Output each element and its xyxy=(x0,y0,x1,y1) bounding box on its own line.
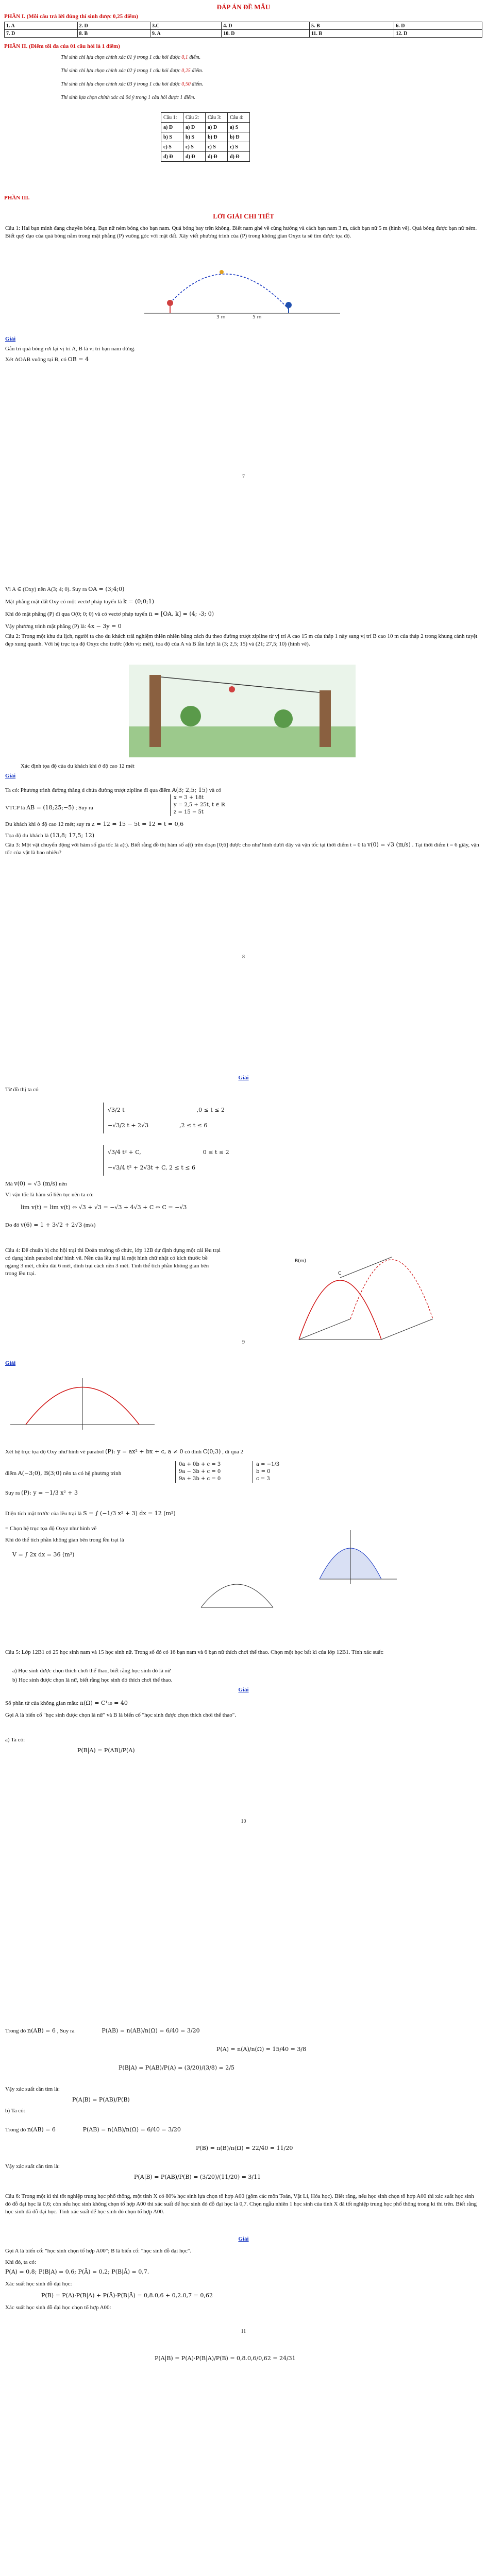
rule-unit: điểm. xyxy=(192,68,204,74)
grid-header-cell: Câu 2: xyxy=(183,113,206,123)
q2-sol-1-math: A(3; 2,5; 15) xyxy=(172,787,208,793)
system-eq: 9a + 3b + c = 0 xyxy=(179,1476,221,1482)
q5b-pa: P(A) = n(A)/n(Ω) = 15/40 = 3/8 xyxy=(216,2046,307,2053)
q2-sol-1b: và có xyxy=(209,787,222,793)
q5b-pab2: P(A|B) = P(AB)/P(B) xyxy=(72,2096,130,2103)
grid-cell: a) Đ xyxy=(206,123,228,132)
parabol-figure xyxy=(5,1376,160,1432)
answer-cell: 5. B xyxy=(309,22,394,30)
answer-cell: 7. D xyxy=(5,30,78,38)
q1-sol-2-text: Xét ΔOAB vuông tại B, có xyxy=(5,357,66,363)
q4-suyra xyxy=(5,1489,479,1497)
q2-text: Câu 2: Trong một khu du lịch, người ta cho du khách trải nghiệm thiên nhiên bằng cách đu theo đường trượt zipline từ vị trí A cao 15 m của tháp 1 này sang vị trí B cao 10 m của tháp 2 trong khung cảnh tuyệt đẹp xung quanh. Với hệ trục tọa độ Oxyz cho trước (đơn vị: mét), tọa độ của A và B lần lượt là (3; 2,5; 15) và (21; 27,5; 10) (hình vẽ). xyxy=(5,633,478,647)
q5-solution-label: Giải xyxy=(238,1687,249,1693)
q5b-trong2-text: Trong đó xyxy=(5,2127,26,2133)
part3-heading: PHẦN III. xyxy=(4,195,30,201)
grid-cell: b) Đ xyxy=(206,132,228,142)
thrower-figure xyxy=(167,300,173,306)
q5b-trong xyxy=(5,2027,479,2035)
tent-figure xyxy=(289,1242,448,1355)
grid-cell: d) Đ xyxy=(206,152,228,162)
q2-sol-2-math: z = 12 ⇔ 15 − 5t = 12 ⇔ t = 0,6 xyxy=(91,821,184,827)
system-eq: z = 15 − 5t xyxy=(174,809,204,815)
answer-cell: 4. D xyxy=(222,22,310,30)
q3-question-math: v(0) = √3 (m/s) xyxy=(367,841,411,848)
q4-points xyxy=(5,1469,479,1478)
q2-caption: Xác định tọa độ của du khách khi ở độ cao 12 mét xyxy=(21,763,135,769)
rule-points: 0,50 xyxy=(181,81,191,87)
q3-intro: Từ đồ thị ta có xyxy=(5,1087,39,1093)
answer-cell: 6. D xyxy=(394,22,482,30)
grid-cell: c) S xyxy=(206,142,228,152)
system-sol: a = −1/3 xyxy=(256,1462,280,1467)
case-row xyxy=(108,1145,229,1160)
answer-row xyxy=(5,22,482,30)
q4-sol-1-math: (P): y = ax² + bx + c, a ≠ 0 xyxy=(105,1448,183,1455)
q2-line-4-text: Vậy phương trình mặt phẳng (P) là: xyxy=(5,623,87,630)
q2-line-3 xyxy=(5,610,479,618)
fig-label-3m: 3 m xyxy=(216,315,226,319)
rule-points: 0,25 xyxy=(181,68,191,74)
answer-cell: 1. A xyxy=(5,22,78,30)
grid-cell: b) Đ xyxy=(228,132,250,142)
case-row xyxy=(108,1160,229,1176)
q3-result-math: v(6) = 1 + 3√2 + 2√3 xyxy=(20,1222,82,1228)
q6-solution-label: Giải xyxy=(238,2236,249,2242)
q4-suyra-math: (P): y = −1/3 x² + 3 xyxy=(21,1489,78,1496)
q6-khi: Khi đó, ta có: xyxy=(5,2259,36,2265)
q4-volume: V = ∫ 2x dx = 36 (m³) xyxy=(12,1551,75,1558)
q4-points-math: A(−3;0), B(3;0) xyxy=(18,1470,62,1477)
q4-volume-intro: Khi đó thể tích phần không gian bên trong lều trại là xyxy=(5,1537,124,1543)
tree-icon xyxy=(180,706,201,726)
part2-rule-3 xyxy=(61,81,203,87)
tent-ridge xyxy=(340,1257,392,1278)
q5-cond-formula: P(B|A) = P(AB)/P(A) xyxy=(77,1747,135,1754)
q2-solution-label: Giải xyxy=(5,773,16,779)
q2-line-2-text: Mặt phẳng mặt đất Oxy có một vectơ pháp tuyến là xyxy=(5,599,122,605)
q2-sol-1 xyxy=(5,786,479,794)
rule-unit: điểm. xyxy=(192,81,204,87)
q4-suyra-text: Suy ra xyxy=(5,1490,20,1496)
q2-sol-1-text: Ta có: Phương trình đường thẳng d chứa đường trượt zipline đi qua điểm xyxy=(5,787,171,793)
q1-sol-2 xyxy=(5,355,479,364)
grid-cell: d) Đ xyxy=(228,152,250,162)
case-domain: ,2 ≤ t ≤ 6 xyxy=(179,1122,208,1129)
q6-define: Gọi A là biến cố: "học sinh chọn tổ hợp A00"; B là biến cố: "học sinh đỗ đại học". xyxy=(5,2248,192,2254)
part2-rule-4 xyxy=(61,95,195,100)
receiver-figure xyxy=(286,302,292,308)
answer-table xyxy=(4,22,482,38)
q6-xac2: Xác suất học sinh đỗ đại học chọn tổ hợp A00: xyxy=(5,2304,111,2311)
q4-diem: điểm xyxy=(5,1470,16,1477)
case-domain: ,0 ≤ t ≤ 2 xyxy=(196,1107,225,1113)
rule-text: Thí sinh chỉ lựa chọn chính xác 01 ý trong 1 câu hỏi được xyxy=(61,55,180,60)
q3-unit: (m/s) xyxy=(83,1222,96,1228)
grid-cell: b) S xyxy=(183,132,206,142)
case-row xyxy=(108,1103,225,1118)
part2-rule-2 xyxy=(61,68,203,74)
q6-probs: P(A) = 0,8; P(B|A) = 0,6; P(Ā) = 0,2; P(B|Ā) = 0,7. xyxy=(5,2268,149,2275)
grid-cell: c) S xyxy=(183,142,206,152)
q4-area-text: Diện tích mặt trước của lều trại là xyxy=(5,1511,82,1517)
tower-b xyxy=(320,690,331,747)
system-eq: y = 2,5 + 25t, t ∈ ℝ xyxy=(174,802,226,808)
q2-line-2-math: k = (0;0;1) xyxy=(123,598,154,605)
part1-heading: PHẦN I. (Mỗi câu trả lời đúng thí sinh được 0,25 điểm) xyxy=(4,13,138,20)
page-number: 8 xyxy=(242,954,245,960)
q2-vtcp xyxy=(5,804,479,812)
fig-label-5m: 5 m xyxy=(253,315,262,319)
q4-area-math: S = ∫ (−1/3 x² + 3) dx = 12 (m²) xyxy=(83,1510,176,1517)
q1-sol-1: Gắn trí quả bóng rơi lại vị trí A, B là vị trí bạn nam đứng. xyxy=(5,346,136,352)
answer-cell: 10. D xyxy=(222,30,310,38)
q3-question xyxy=(5,841,479,857)
q4-vertex: C(0;3) xyxy=(203,1448,221,1455)
q4-text: Câu 4: Để chuẩn bị cho hội trại thi Đoàn trường tổ chức, lớp 12B dự định dựng một cái lều trại có dạng hình parabol như hình vẽ. Nền của lều trại là một hình chữ nhật có kích thước bề ngang 3 mét, chiều dài 6 mét, đỉnh trại cách nền 3 mét. Tính thể tích phần không gian bên trong lều trại. xyxy=(5,1247,221,1277)
q4-sol-1c: , đi qua 2 xyxy=(222,1449,244,1455)
grid-cell: c) S xyxy=(228,142,250,152)
grid-row xyxy=(161,132,250,142)
tower-a xyxy=(149,675,161,747)
q2-line-3-math: n = [OA, k] = (4; -3; 0) xyxy=(148,611,214,617)
q5-count-math: n(Ω) = C¹₄₀ = 40 xyxy=(79,1700,128,1706)
q3-mai: Mà xyxy=(5,1181,13,1187)
tent-base-edge xyxy=(381,1319,433,1340)
doc-title: ĐÁP ÁN ĐỀ MẪU xyxy=(216,3,271,11)
grid-row xyxy=(161,123,250,132)
grid-cell: c) S xyxy=(161,142,183,152)
tent-base-edge xyxy=(299,1319,350,1340)
tent-small-figure xyxy=(196,1571,278,1613)
answer-cell: 3.C xyxy=(150,22,222,30)
q1-text: Câu 1: Hai bạn minh đang chuyền bóng. Bạn nữ ném bóng cho bạn nam. Quả bóng bay trên không. Biết nam ghé về cùng hướng và cách bạn nam 3 m, cách bạn nữ 5 m (hình vẽ). Quả bóng được bạn nữ ném. Biết quỹ đạo của quả bóng nằm trong mặt phẳng (P) vuông góc với mặt đất. Xây viết phương trình của (P) trong không gian Oxyz ta sẽ tìm được tọa độ. xyxy=(5,225,477,239)
grid-cell: d) Đ xyxy=(161,152,183,162)
q2-sol-3-math: (13,8; 17,5; 12) xyxy=(50,832,95,839)
grid-row xyxy=(161,152,250,162)
fig-label-b: B(m) xyxy=(295,1259,306,1264)
answer-cell: 2. D xyxy=(77,22,150,30)
q5b-vay2: Vậy xác suất cần tìm là: xyxy=(5,2163,60,2170)
system-eq: 0a + 0b + c = 3 xyxy=(179,1462,221,1467)
rule-unit: điểm. xyxy=(189,55,201,60)
q4-area xyxy=(5,1510,479,1518)
grid-header-cell: Câu 1: xyxy=(161,113,183,123)
q3-vel-cases xyxy=(103,1145,229,1176)
q4-sol-1 xyxy=(5,1448,479,1456)
q5b-nab2: n(AB) = 6 xyxy=(27,2126,56,2133)
q2-line-3-text: Khi đó mặt phẳng (P) đi qua O(0; 0; 0) và có vectơ pháp tuyến xyxy=(5,611,147,617)
case-row xyxy=(108,1118,225,1133)
q2-vtcp-math: AB = (18;25;−5) xyxy=(26,804,74,811)
q5b-vay1: Vậy xác suất cần tìm là: xyxy=(5,2086,60,2092)
case-expr: −√3/4 t² + 2√3t + C, 2 ≤ t ≤ 6 xyxy=(108,1164,195,1171)
case-expr: √3/4 t² + C, xyxy=(108,1149,141,1156)
q2-vtcp-text: VTCP là xyxy=(5,805,25,811)
q5-count-text: Số phần tử của không gian mẫu: xyxy=(5,1700,79,1706)
zipline-figure xyxy=(129,665,356,757)
q2-line-2 xyxy=(5,598,479,606)
rule-points: 0,1 xyxy=(181,55,188,60)
q4-sol-1b: có đỉnh xyxy=(184,1449,201,1455)
grid-cell: a) S xyxy=(228,123,250,132)
answer-row xyxy=(5,30,482,38)
q3-question-text-2: . Tại thời điểm t = 6 giây, vận tốc của vật là bao nhiêu? xyxy=(5,842,479,856)
q5b-trong-text: Trong đó xyxy=(5,2028,26,2034)
q5-count xyxy=(5,1699,479,1707)
q3-solution-label: Giải xyxy=(238,1075,249,1081)
rule-text: Thí sinh lựa chọn chính xác cả 04 ý trong 1 câu hỏi được 1 điểm. xyxy=(61,95,195,100)
system-sol: c = 3 xyxy=(256,1476,270,1482)
part2-answer-grid xyxy=(161,112,250,162)
q2-line-1-text: Vì A ∈ (Oxy) nên A(3; 4; 0). Suy ra xyxy=(5,586,87,592)
page-number: 7 xyxy=(242,474,245,480)
q5-define: Gọi A là biến cố "học sinh được chọn là nữ" và B là biến cố "học sinh được chọn thích chơi thể thao". xyxy=(5,1712,236,1718)
q6-xac: Xác suất học sinh đỗ đại học: xyxy=(5,2281,72,2287)
page-number: 11 xyxy=(241,2329,246,2334)
grid-cell: d) Đ xyxy=(183,152,206,162)
q6-final: P(A|B) = P(A)·P(B|A)/P(B) = 0,8.0,6/0,62 = 24/31 xyxy=(155,2355,296,2362)
part2-heading: PHẦN II. (Điểm tối đa của 01 câu hỏi là 1 điểm) xyxy=(4,43,120,49)
q2-suyra: ; Suy ra xyxy=(75,805,93,811)
q3-limit: lim v(t) = lim v(t) ⇔ √3 + √3 = −√3 + 4√3 + C ⇔ C = −√3 xyxy=(21,1204,187,1211)
answer-cell: 8. B xyxy=(77,30,150,38)
q6-total: P(B) = P(A)·P(B|A) + P(Ā)·P(B|Ā) = 0,8.0,6 + 0,2.0,7 = 0,62 xyxy=(41,2292,213,2299)
q3-continuity: Vì vận tốc là hàm số liên tục nên ta có: xyxy=(5,1192,94,1198)
case-expr: √3/2 t xyxy=(108,1107,125,1113)
system-sol: b = 0 xyxy=(256,1469,271,1475)
q5b-pba: P(B|A) = P(AB)/P(A) = (3/20)/(3/8) = 2/5 xyxy=(119,2064,234,2071)
tent-front-arc xyxy=(299,1280,381,1340)
q1-sol-2-math: OB = 4 xyxy=(68,356,89,363)
q4-sol-1-text: Xét hệ trục tọa độ Oxy như hình vẽ parabol xyxy=(5,1449,104,1455)
q2-sol-2 xyxy=(5,820,479,828)
answer-cell: 12. D xyxy=(394,30,482,38)
solution-title: LỜI GIẢI CHI TIẾT xyxy=(213,212,274,220)
q1-solution-label: Giải xyxy=(5,336,16,342)
q3-nen: nên xyxy=(59,1181,67,1187)
q5b-pab3: P(AB) = n(AB)/n(Ω) = 6/40 = 3/20 xyxy=(82,2126,181,2133)
q5b-b: b) Ta có: xyxy=(5,2108,25,2114)
q5-text: Câu 5: Lớp 12B1 có 25 học sinh nam và 15 học sinh nữ. Trong số đó có 16 bạn nam và 6 bạn nữ thích chơi thể thao. Chọn một học bất kì của lớp 12B1. Tính xác suất: xyxy=(5,1649,384,1655)
rule-text: Thí sinh chỉ lựa chọn chính xác 03 ý trong 1 câu hỏi được xyxy=(61,81,180,87)
q3-mai-math: v(0) = √3 (m/s) xyxy=(14,1180,58,1187)
q3-acc-cases xyxy=(103,1103,225,1133)
system-eq: x = 3 + 18t xyxy=(174,795,204,801)
case-expr: −√3/2 t + 2√3 xyxy=(108,1122,149,1129)
q5b-trong2 xyxy=(5,2126,479,2134)
q5b-nab: n(AB) = 6 xyxy=(27,2027,56,2034)
answer-cell: 11. B xyxy=(309,30,394,38)
q3-result xyxy=(5,1221,479,1229)
q5-part-b: b) Học sinh được chọn là nữ, biết rằng học sinh đó thích chơi thể thao. xyxy=(12,1677,173,1683)
page-number: 9 xyxy=(242,1340,245,1345)
grid-cell: a) Đ xyxy=(161,123,183,132)
q5b-res: P(A|B) = P(AB)/P(B) = (3/20)/(11/20) = 3/11 xyxy=(134,2174,261,2180)
tent-small-arc xyxy=(201,1584,273,1607)
grid-header-cell: Câu 4: xyxy=(228,113,250,123)
q3-dodo: Do đó xyxy=(5,1222,20,1228)
case-domain: 0 ≤ t ≤ 2 xyxy=(203,1149,229,1156)
tree-icon xyxy=(274,709,293,728)
q3-condition xyxy=(5,1180,479,1188)
q6-text: Câu 6: Trong một kì thi tốt nghiệp trung học phổ thông, một tỉnh X có 80% học sinh lựa chọn tổ hợp A00 (gồm các môn Toán, Vật Lí, Hóa học). Biết rằng, nếu học sinh chọn tổ hợp A00 thì xác suất học sinh đó đỗ đại học là 0,6; còn nếu học sinh không chọn tổ hợp A00 thì xác suất để học sinh đó đỗ đại học là 0,7. Chọn ngẫu nhiên 1 học sinh của tỉnh X đã tốt nghiệp trung học phổ thông trong kì thi trên. Biết rằng học sinh đã đỗ đại học. Tính xác suất để học sinh đó chọn tổ hợp A00. xyxy=(5,2193,477,2215)
rider-icon xyxy=(229,686,235,692)
q4-solution-label: Giải xyxy=(5,1360,16,1366)
q2-line-system xyxy=(170,794,225,816)
rule-text: Thí sinh chỉ lựa chọn chính xác 02 ý trong 1 câu hỏi được xyxy=(61,68,180,74)
q2-sol-3 xyxy=(5,832,479,840)
q4-nen: nên ta có hệ phương trình xyxy=(63,1470,122,1477)
grid-header-row xyxy=(161,113,250,123)
page-number: 10 xyxy=(241,1819,246,1824)
grid-header-cell: Câu 3: xyxy=(206,113,228,123)
answer-cell: 9. A xyxy=(150,30,222,38)
part2-rule-1 xyxy=(61,55,200,60)
q5-part-a: a) Học sinh được chọn thích chơi thể thao, biết rằng học sinh đó là nữ xyxy=(12,1668,171,1674)
q2-line-4-math: 4x − 3y = 0 xyxy=(87,623,122,630)
grid-row xyxy=(161,142,250,152)
fig-label-c: C xyxy=(338,1271,342,1276)
q5b-suy: , Suy ra xyxy=(57,2028,75,2034)
q2-line-4 xyxy=(5,622,479,631)
q1-figure xyxy=(139,258,345,319)
grid-cell: a) Đ xyxy=(183,123,206,132)
q5-ta: a) Ta có: xyxy=(5,1737,25,1743)
q5b-pb: P(B) = n(B)/n(Ω) = 22/40 = 11/20 xyxy=(196,2145,293,2151)
ball-icon xyxy=(220,270,224,274)
q4-coords: = Chọn hệ trục tọa độ Oxyz như hình vẽ xyxy=(5,1526,97,1532)
system-eq: 9a − 3b + c = 0 xyxy=(179,1469,221,1475)
q5b-pab: P(AB) = n(AB)/n(Ω) = 6/40 = 3/20 xyxy=(102,2027,200,2034)
grid-cell: b) S xyxy=(161,132,183,142)
ball-trajectory xyxy=(170,274,289,309)
q2-line-1 xyxy=(5,585,479,594)
q2-sol-2-text: Du khách khi ở độ cao 12 mét; suy ra xyxy=(5,821,90,827)
q2-line-1-math: OA = (3;4;0) xyxy=(88,586,125,592)
q3-question-text: Câu 3: Một vật chuyển động với hàm số gia tốc là a(t). Biết rằng đồ thị hàm số a(t) trên đoạn [0;6] được cho như hình dưới đây và vận tốc tại thời điểm t = 0 là xyxy=(5,842,366,848)
q2-sol-3-text: Tọa độ du khách là xyxy=(5,833,49,839)
